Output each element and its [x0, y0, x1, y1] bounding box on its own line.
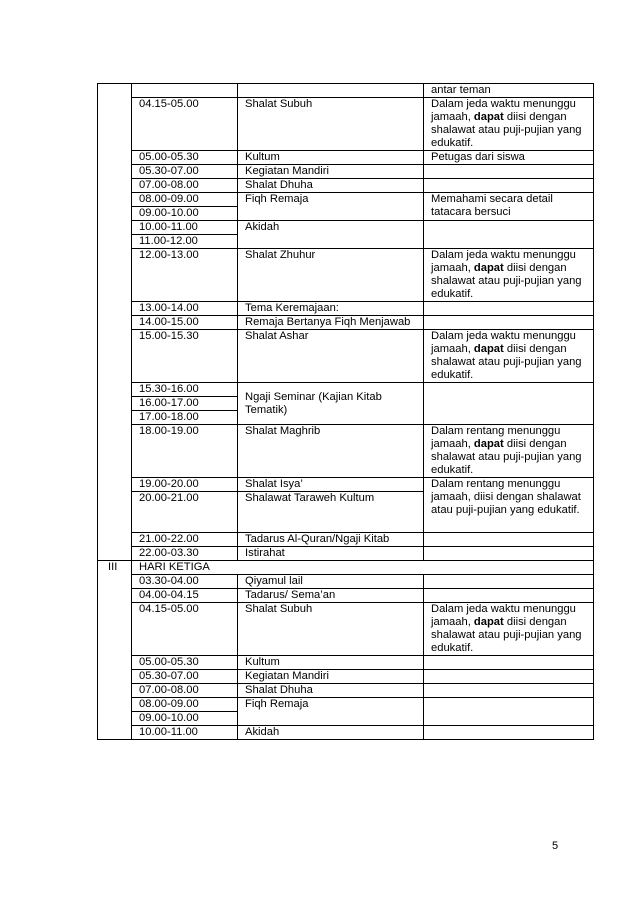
time-cell: 07.00-08.00 [132, 684, 238, 698]
time-cell: 09.00-10.00 [132, 712, 238, 726]
time-cell: 05.30-07.00 [132, 670, 238, 684]
notes-text: diisi dengan shalawat atau puji-pujian yang edukatif. [431, 438, 582, 476]
time-cell: 15.00-15.30 [132, 330, 238, 383]
activity-cell: Tadarus Al-Quran/Ngaji Kitab [238, 533, 424, 547]
table-row [98, 249, 594, 302]
activity-cell: Shalat Isya’ [238, 478, 424, 492]
time-cell: 22.00-03.30 [132, 547, 238, 561]
activity-cell: Fiqh Remaja [238, 193, 424, 221]
schedule-table [97, 83, 594, 740]
table-row [98, 589, 594, 603]
notes-bold: dapat [473, 616, 504, 628]
notes-cell [424, 425, 594, 478]
notes-cell [424, 383, 594, 425]
activity-cell: Fiqh Remaja [238, 698, 424, 726]
activity-cell: Shalat Dhuha [238, 684, 424, 698]
table-row [98, 193, 594, 207]
activity-cell: Akidah [238, 726, 424, 740]
notes-text: Dalam jeda waktu menunggu jamaah, [431, 603, 576, 628]
time-cell: 17.00-18.00 [132, 411, 238, 425]
time-cell: 13.00-14.00 [132, 302, 238, 316]
activity-cell: Tema Keremajaan: [238, 302, 424, 316]
activity-cell: Istirahat [238, 547, 424, 561]
notes-text: Dalam jeda waktu menunggu jamaah, [431, 249, 576, 274]
activity-cell [238, 84, 424, 98]
activity-cell: Shalat Subuh [238, 98, 424, 151]
notes-bold: dapat [473, 343, 504, 355]
notes-bold: dapat [473, 438, 504, 450]
table-row [98, 165, 594, 179]
time-cell: 21.00-22.00 [132, 533, 238, 547]
activity-cell: Shalat Zhuhur [238, 249, 424, 302]
day-heading-row [98, 561, 594, 575]
table-row [98, 547, 594, 561]
activity-cell: Kultum [238, 656, 424, 670]
table-row [98, 670, 594, 684]
notes-cell [424, 330, 594, 383]
time-cell: 15.30-16.00 [132, 383, 238, 397]
notes-cell [424, 249, 594, 302]
activity-cell: Ngaji Seminar (Kajian Kitab Tematik) [238, 383, 424, 425]
notes-text: diisi dengan shalawat atau puji-pujian yang edukatif. [431, 111, 582, 149]
notes-cell [424, 302, 594, 316]
notes-cell [424, 670, 594, 684]
table-row [98, 656, 594, 670]
time-cell: 05.00-05.30 [132, 151, 238, 165]
time-cell: 12.00-13.00 [132, 249, 238, 302]
notes-bold: dapat [473, 262, 504, 274]
table-row [98, 330, 594, 383]
day-number-cell: III [98, 561, 132, 740]
table-row [98, 98, 594, 151]
notes-text: Dalam jeda waktu menunggu jamaah, [431, 98, 576, 123]
table-row [98, 425, 594, 478]
notes-text: diisi dengan shalawat atau puji-pujian yang edukatif. [431, 262, 582, 300]
time-cell: 14.00-15.00 [132, 316, 238, 330]
table-row [98, 478, 594, 492]
time-cell: 03.30-04.00 [132, 575, 238, 589]
notes-cell [424, 698, 594, 726]
time-cell: 07.00-08.00 [132, 179, 238, 193]
day-heading: HARI KETIGA [132, 561, 594, 575]
activity-cell: Shalat Dhuha [238, 179, 424, 193]
notes-cell [424, 589, 594, 603]
time-cell: 04.15-05.00 [132, 98, 238, 151]
activity-cell: Remaja Bertanya Fiqh Menjawab [238, 316, 424, 330]
activity-cell: Shalat Subuh [238, 603, 424, 656]
time-cell: 11.00-12.00 [132, 235, 238, 249]
activity-cell: Kultum [238, 151, 424, 165]
table-row [98, 698, 594, 712]
time-cell: 08.00-09.00 [132, 193, 238, 207]
table-row [98, 575, 594, 589]
notes-cell [424, 575, 594, 589]
notes-cell [424, 726, 594, 740]
time-cell: 04.15-05.00 [132, 603, 238, 656]
time-cell: 18.00-19.00 [132, 425, 238, 478]
table-row [98, 533, 594, 547]
notes-cell [424, 179, 594, 193]
activity-cell: Qiyamul lail [238, 575, 424, 589]
time-cell: 16.00-17.00 [132, 397, 238, 411]
page-number: 5 [552, 840, 559, 852]
notes-bold: dapat [473, 111, 504, 123]
time-cell: 09.00-10.00 [132, 207, 238, 221]
notes-cell: Petugas dari siswa [424, 151, 594, 165]
notes-cell [424, 98, 594, 151]
table-row [98, 221, 594, 235]
table-row [98, 684, 594, 698]
notes-cell [424, 684, 594, 698]
table-row [98, 726, 594, 740]
time-cell: 10.00-11.00 [132, 726, 238, 740]
time-cell: 05.00-05.30 [132, 656, 238, 670]
time-cell: 19.00-20.00 [132, 478, 238, 492]
notes-cell [424, 165, 594, 179]
notes-cell [424, 533, 594, 547]
time-cell: 10.00-11.00 [132, 221, 238, 235]
notes-cell [424, 221, 594, 249]
table-row [98, 603, 594, 656]
table-row [98, 302, 594, 316]
notes-text: Dalam rentang menunggu jamaah, [431, 425, 561, 450]
activity-cell: Tadarus/ Sema’an [238, 589, 424, 603]
activity-cell: Shalawat Taraweh Kultum [238, 492, 424, 533]
notes-cell [424, 547, 594, 561]
day-number-cell [98, 84, 132, 561]
table-row [98, 179, 594, 193]
activity-cell: Kegiatan Mandiri [238, 670, 424, 684]
notes-cell: Dalam rentang menunggu jamaah, diisi dengan shalawat atau puji-pujian yang edukatif. [424, 478, 594, 533]
activity-cell: Akidah [238, 221, 424, 249]
table-row [98, 383, 594, 397]
activity-cell: Kegiatan Mandiri [238, 165, 424, 179]
notes-text: diisi dengan shalawat atau puji-pujian yang edukatif. [431, 343, 582, 381]
notes-cell [424, 603, 594, 656]
activity-cell: Shalat Maghrib [238, 425, 424, 478]
time-cell [132, 84, 238, 98]
activity-cell: Shalat Ashar [238, 330, 424, 383]
notes-cell [424, 656, 594, 670]
table-row [98, 316, 594, 330]
notes-cell: antar teman [424, 84, 594, 98]
time-cell: 08.00-09.00 [132, 698, 238, 712]
notes-cell: Memahami secara detail tatacara bersuci [424, 193, 594, 221]
table-row [98, 84, 594, 98]
time-cell: 04.00-04.15 [132, 589, 238, 603]
time-cell: 05.30-07.00 [132, 165, 238, 179]
time-cell: 20.00-21.00 [132, 492, 238, 533]
table-row [98, 151, 594, 165]
notes-text: diisi dengan shalawat atau puji-pujian yang edukatif. [431, 616, 582, 654]
notes-cell [424, 316, 594, 330]
notes-text: Dalam jeda waktu menunggu jamaah, [431, 330, 576, 355]
